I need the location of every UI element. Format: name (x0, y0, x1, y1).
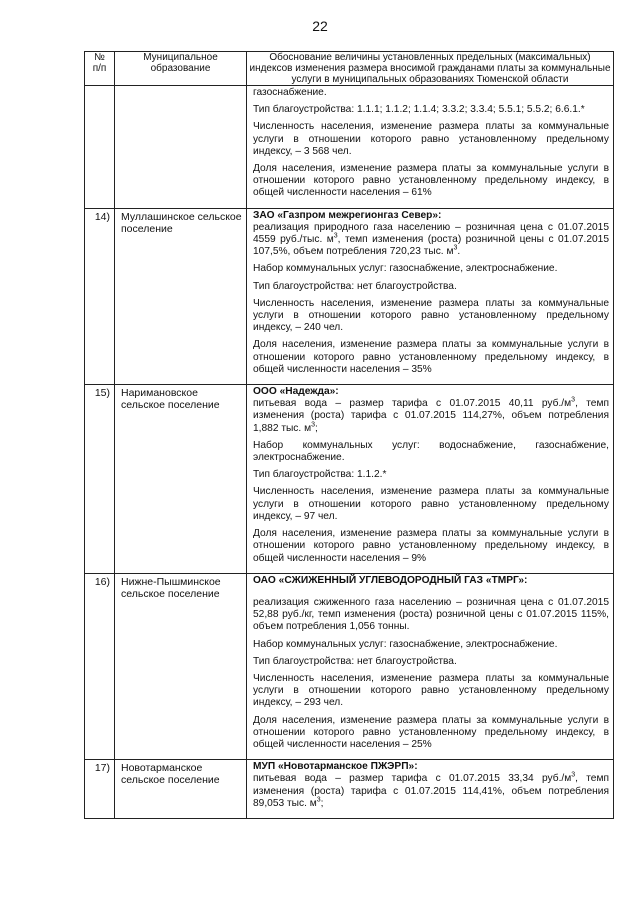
row-content (247, 760, 614, 819)
row-municipality (115, 86, 247, 209)
share-paragraph: Доля населения, изменение размера платы за коммунальные услуги в отношении которого равно установленному предельному индексу, в общей численности населения – 9% (253, 528, 609, 564)
share-paragraph: Доля населения, изменение размера платы за коммунальные услуги в отношении которого равно установленному предельному индексу, в общей численности населения – 25% (253, 714, 609, 750)
superscript: 3 (311, 421, 315, 429)
header-number: № п/п (85, 52, 115, 86)
tariff-text: , темп изменения (роста) розничной цены с 01.07.2015 107,5%, объем потребления 720,23 тыс. м (253, 234, 609, 258)
table-row-continuation (85, 86, 614, 209)
row-content (247, 208, 614, 384)
row-municipality: Новотарманское сельское поселение (115, 760, 247, 819)
services-paragraph: Набор коммунальных услуг: газоснабжение, электроснабжение. (253, 263, 558, 275)
table-row (85, 385, 614, 574)
paragraph: Доля населения, изменение размера платы за коммунальные услуги в отношении которого равно установленному предельному индексу, в общей численности населения – 61% (253, 163, 609, 199)
organization-name: ЗАО «Газпром межрегионгаз Север»: (253, 209, 442, 221)
paragraph: газоснабжение. (253, 87, 327, 98)
table-row (85, 573, 614, 759)
tariff-text: питьевая вода – размер тарифа с 01.07.2015 33,34 руб./м (253, 773, 572, 785)
row-number: 14) (85, 208, 115, 384)
services-paragraph: Набор коммунальных услуг: газоснабжение, электроснабжение. (253, 638, 558, 650)
share-paragraph: Доля населения, изменение размера платы за коммунальные услуги в отношении которого равно установленному предельному индексу, в общей численности населения – 35% (253, 339, 609, 375)
header-municipality: Муниципальное образование (115, 52, 247, 86)
tariff-paragraph (253, 761, 609, 810)
row-municipality: Нижне-Пышминское сельское поселение (115, 573, 247, 759)
organization-name: МУП «Новотарманское ПЖЭРП»: (253, 761, 418, 773)
improvement-paragraph: Тип благоустройства: нет благоустройства. (253, 655, 457, 667)
improvement-paragraph: Тип благоустройства: 1.1.2.* (253, 469, 387, 481)
tariff-text: , темп изменения (роста) тарифа с 01.07.2015 114,41%, объем потребления 89,053 тыс. м (253, 773, 609, 809)
page-number: 22 (312, 18, 328, 34)
row-content (247, 573, 614, 759)
index-table (84, 51, 614, 819)
organization-name: ОАО «СЖИЖЕННЫЙ УГЛЕВОДОРОДНЫЙ ГАЗ «ТМРГ»: (253, 574, 528, 586)
population-paragraph: Численность населения, изменение размера платы за коммунальные услуги в отношении которого равно установленному предельному индексу, – 97 чел. (253, 486, 609, 522)
paragraph: Тип благоустройства: 1.1.1; 1.1.2; 1.1.4; 3.3.2; 3.3.4; 5.5.1; 5.5.2; 6.6.1.* (253, 104, 585, 116)
row-number: 17) (85, 760, 115, 819)
tariff-text: питьевая вода – размер тарифа с 01.07.2015 40,11 руб./м (253, 398, 572, 410)
superscript: 3 (571, 396, 576, 404)
row-municipality: Наримановское сельское поселение (115, 385, 247, 574)
table-row (85, 208, 614, 384)
tariff-text: реализация природного газа населению – розничная цена с 01.07.2015 4559 руб./тыс. м (253, 221, 609, 246)
table-row (85, 760, 614, 819)
superscript: 3 (453, 244, 458, 252)
tariff-paragraph (253, 386, 609, 435)
improvement-paragraph: Тип благоустройства: нет благоустройства. (253, 280, 457, 292)
population-paragraph: Численность населения, изменение размера платы за коммунальные услуги в отношении которого равно установленному предельному индексу, – 293 чел. (253, 672, 609, 709)
tariff-text: , темп изменения (роста) тарифа с 01.07.2015 114,27%, объем потребления 1,882 тыс. м (253, 398, 609, 434)
tariff-paragraph: реализация сжиженного газа населению – розничная цена с 01.07.2015 52,88 руб./кг, темп изменения (роста) розничной цены с 01.07.2015 115%, объем потребления 1,056 тонны. (253, 596, 609, 633)
tariff-text: ; (320, 797, 324, 809)
tariff-text: ; (314, 422, 318, 434)
table-header-row (85, 52, 614, 86)
tariff-text: . (457, 246, 461, 258)
superscript: 3 (571, 771, 576, 779)
row-number (85, 86, 115, 209)
row-number: 16) (85, 573, 115, 759)
organization-name: ООО «Надежда»: (253, 386, 339, 398)
header-basis: Обоснование величины установленных предельных (максимальных) индексов изменения размера вносимой гражданами платы за коммунальные услуги в муниципальных образованиях Тюменской области (247, 52, 614, 86)
row-content (247, 86, 614, 209)
population-paragraph: Численность населения, изменение размера платы за коммунальные услуги в отношении которого равно установленному предельному индексу, – 240 чел. (253, 297, 609, 334)
services-paragraph: Набор коммунальных услуг: водоснабжение, газоснабжение, электроснабжение. (253, 439, 609, 464)
superscript: 3 (316, 796, 321, 804)
tariff-paragraph (253, 210, 609, 259)
paragraph: Численность населения, изменение размера платы за коммунальные услуги в отношении которого равно установленному предельному индексу, – 3 568 чел. (253, 121, 609, 157)
superscript: 3 (333, 232, 338, 240)
row-number: 15) (85, 385, 115, 574)
row-content (247, 385, 614, 574)
row-municipality: Муллашинское сельское поселение (115, 208, 247, 384)
